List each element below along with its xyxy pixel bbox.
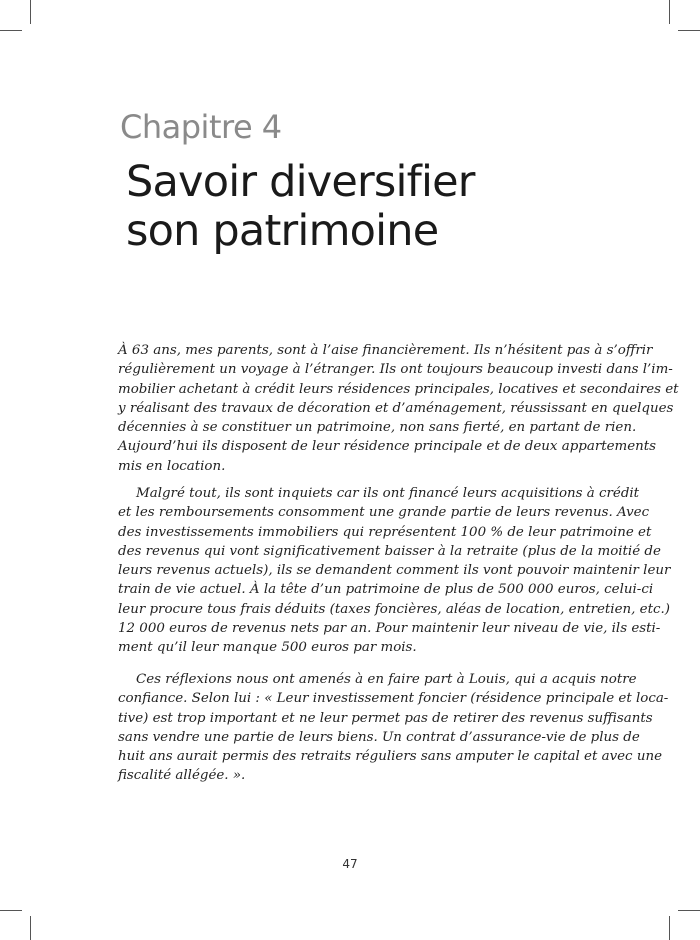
crop-mark [678, 30, 700, 31]
text-line: confiance. Selon lui : « Leur investissement foncier (résidence principale et loca- [118, 691, 669, 707]
text-line: sans vendre une partie de leurs biens. Un contrat d’assurance-vie de plus de [118, 729, 640, 745]
text-line: des investissements immobiliers qui représentent 100 % de leur patrimoine et [118, 524, 652, 540]
text-line: Aujourd’hui ils disposent de leur résidence principale et de deux appartements [118, 439, 657, 455]
text-line: mobilier achetant à crédit leurs résidences principales, locatives et secondaires et [118, 381, 679, 397]
text-line: fiscalité allégée. ». [118, 768, 246, 784]
text-line: leur procure tous frais déduits (taxes foncières, aléas de location, entretien, etc.) [118, 601, 670, 617]
title-line: son patrimoine [126, 206, 439, 256]
title-line: Savoir diversifier [126, 157, 475, 207]
crop-mark [669, 0, 670, 24]
text-line: huit ans aurait permis des retraits réguliers sans amputer le capital et avec une [118, 749, 662, 765]
text-line: et les remboursements consomment une grande partie de leurs revenus. Avec [118, 505, 650, 521]
text-line: mis en location. [118, 458, 226, 474]
paragraph [118, 670, 669, 786]
text-line: y réalisant des travaux de décoration et d’aménagement, réussissant en quelques [118, 400, 674, 416]
page-number: 47 [342, 857, 358, 871]
paragraph [118, 484, 671, 658]
chapter-label: Chapitre 4 [120, 108, 282, 146]
text-line: Ces réflexions nous ont amenés à en faire part à Louis, qui a acquis notre [136, 672, 637, 687]
text-line: train de vie actuel. À la tête d’un patrimoine de plus de 500 000 euros, celui-ci [118, 582, 654, 598]
crop-mark [678, 910, 700, 911]
text-line: leurs revenus actuels), ils se demandent comment ils vont pouvoir maintenir leur [118, 563, 671, 579]
text-line: À 63 ans, mes parents, sont à l’aise financièrement. Ils n’hésitent pas à s’offrir [118, 343, 653, 358]
text-line: des revenus qui vont significativement baisser à la retraite (plus de la moitié de [118, 543, 661, 559]
text-line: 12 000 euros de revenus nets par an. Pour maintenir leur niveau de vie, ils esti- [118, 621, 661, 637]
crop-mark [669, 916, 670, 940]
crop-mark [30, 0, 31, 24]
crop-mark [30, 916, 31, 940]
chapter-title [126, 158, 475, 256]
crop-mark [0, 30, 22, 31]
crop-mark [0, 910, 22, 911]
text-line: Malgré tout, ils sont inquiets car ils ont financé leurs acquisitions à crédit [136, 486, 640, 501]
paragraph [118, 341, 679, 476]
text-line: décennies à se constituer un patrimoine, non sans fierté, en partant de rien. [118, 420, 637, 436]
text-line: tive) est trop important et ne leur permet pas de retirer des revenus suffisants [118, 710, 653, 726]
text-line: régulièrement un voyage à l’étranger. Ils ont toujours beaucoup investi dans l’im- [118, 362, 673, 378]
text-line: ment qu’il leur manque 500 euros par mois. [118, 640, 417, 656]
